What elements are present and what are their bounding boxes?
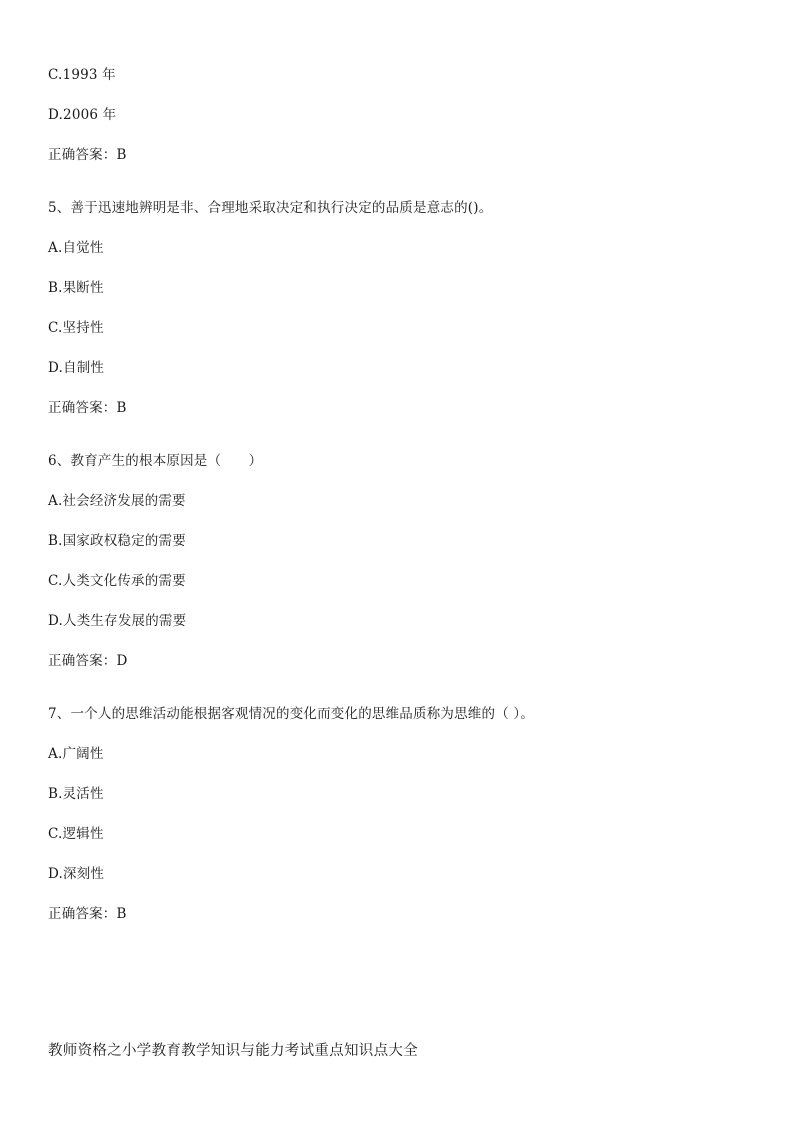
q7-answer: 正确答案：B bbox=[48, 906, 127, 922]
q7-option-d: D.深刻性 bbox=[48, 866, 105, 882]
q5-question: 5、善于迅速地辨明是非、合理地采取决定和执行决定的品质是意志的()。 bbox=[48, 200, 493, 216]
q6-option-b: B.国家政权稳定的需要 bbox=[48, 533, 186, 549]
q5-option-a: A.自觉性 bbox=[48, 240, 104, 256]
q6-answer: 正确答案：D bbox=[48, 653, 128, 669]
q4-answer: 正确答案：B bbox=[48, 147, 127, 163]
q5-option-d: D.自制性 bbox=[48, 360, 105, 376]
q7-question: 7、一个人的思维活动能根据客观情况的变化而变化的思维品质称为思维的（ ）。 bbox=[48, 706, 535, 722]
q7-option-a: A.广阔性 bbox=[48, 746, 104, 762]
q7-option-b: B.灵活性 bbox=[48, 786, 104, 802]
q6-option-a: A.社会经济发展的需要 bbox=[48, 493, 186, 509]
q6-option-c: C.人类文化传承的需要 bbox=[48, 573, 186, 589]
q5-answer: 正确答案：B bbox=[48, 400, 127, 416]
q7-option-c: C.逻辑性 bbox=[48, 826, 104, 842]
q6-question: 6、教育产生的根本原因是（ ） bbox=[48, 453, 263, 469]
q5-option-c: C.坚持性 bbox=[48, 320, 104, 336]
q5-option-b: B.果断性 bbox=[48, 280, 104, 296]
q4-option-d: D.2006 年 bbox=[48, 107, 117, 123]
q6-option-d: D.人类生存发展的需要 bbox=[48, 613, 187, 629]
page-footer-title: 教师资格之小学教育教学知识与能力考试重点知识点大全 bbox=[48, 1043, 418, 1059]
q4-option-c: C.1993 年 bbox=[48, 67, 116, 83]
